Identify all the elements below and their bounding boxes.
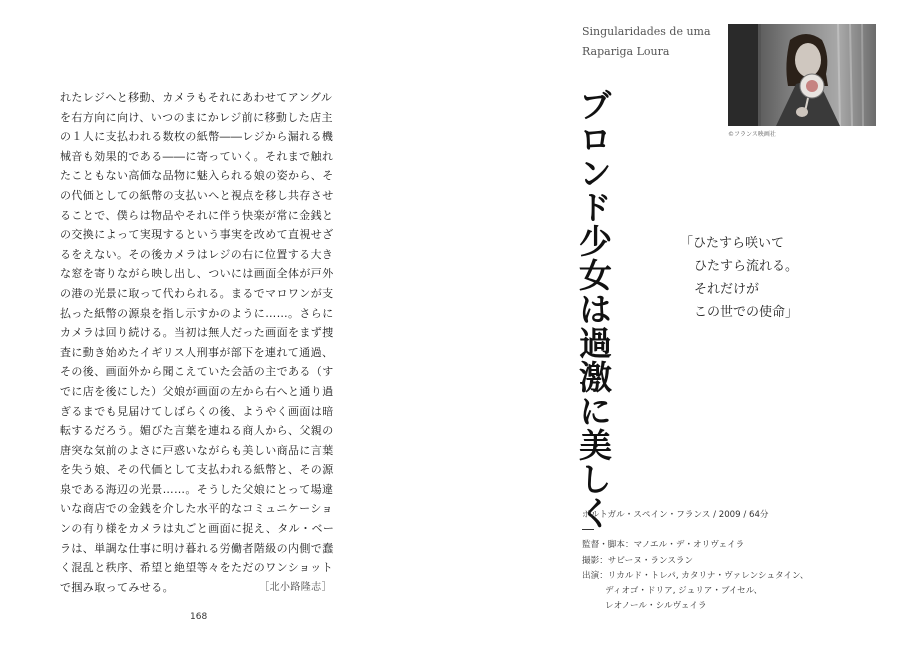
body-line: るをえない。その後カメラはレジの右に位置する大き — [60, 247, 334, 261]
cast-credit-line-2: ディオゴ・ドリア, ジュリア・ブイセル、 — [605, 586, 763, 596]
photo-credit: ©フランス映画社 — [728, 131, 776, 138]
body-line: ることで、僕らは物品やそれに伴う快楽が常に金銭と — [60, 208, 334, 222]
body-line: でに店を後にした）父娘が画面の左から右へと通り過 — [60, 384, 334, 398]
film-still-photo — [728, 24, 876, 126]
article-body — [60, 88, 335, 597]
body-line: その後、画面外から聞こえていた会話の主である（す — [60, 365, 334, 379]
body-line: の港の光景に取って代わられる。まるでマロワンが支 — [60, 286, 334, 300]
vertical-title: ブロンド少女は過激に美しく — [574, 88, 613, 530]
author-credit: ［北小路隆志］ — [259, 581, 332, 593]
body-line: 払った紙幣の源泉を指し示すかのように……。さらに — [60, 306, 334, 320]
body-line: の交換によって実現するという事実を改めて直視せざ — [60, 228, 334, 242]
body-line: の代価としての紙幣の支払いへと視点を移し共存させ — [60, 188, 334, 202]
film-original-title-line-1: Singularidades de uma — [582, 25, 711, 38]
body-last-line-text: で掴み取ってみせる。 — [60, 580, 174, 594]
quote-line-2: ひたすら流れる。 — [694, 259, 799, 274]
body-line: 泉である海辺の光景……。そうした父娘にとって場違 — [60, 482, 334, 496]
body-line: 唐突な気前のよさに戸惑いながらも美しい商品に言葉 — [60, 443, 334, 457]
page-number: 168 — [190, 612, 208, 622]
film-info — [582, 508, 809, 614]
film-still-image — [728, 24, 876, 126]
quote-line-3: それだけが — [694, 282, 760, 297]
production-info: ポルトガル・スペイン・フランス / 2009 / 64分 — [582, 510, 769, 520]
cast-credit-line-3: レオノール・シルヴェイラ — [605, 601, 707, 612]
quote-line-4: この世での使命」 — [694, 305, 799, 320]
body-line: く混乱と秩序、希望と絶望等々をただのワンショット — [60, 561, 334, 575]
film-original-title-line-2: Rapariga Loura — [582, 45, 670, 58]
body-line: を右方向に向け、いつのまにかレジ前に移動した店主 — [60, 110, 333, 124]
body-line: 転するだろう。媚びた言葉を連ねる商人から、父親の — [60, 424, 334, 438]
body-line: ンの有り様をカメラは丸ごと画面に捉え、タル・ベー — [60, 522, 335, 536]
body-line: の１人に支払われる数枚の紙幣――レジから漏れる機 — [60, 130, 334, 144]
cast-credit-line-1: 出演：リカルド・トレパ, カタリナ・ヴァレンシュタイン、 — [582, 570, 809, 581]
body-line: な窓を寄りながら映し出し、ついには画面全体が戸外 — [60, 267, 334, 281]
right-page — [450, 0, 900, 666]
body-line: 械音も効果的である――に寄っていく。それまで触れ — [60, 149, 334, 163]
tagline-quote — [680, 232, 798, 324]
body-last-line — [60, 578, 332, 598]
body-line: ぎるまでも見届けてしばらくの後、ようやく画面は暗 — [60, 404, 334, 418]
body-line: 査に動き始めたイギリス人刑事が部下を連れて通過、 — [60, 345, 334, 359]
director-credit: 監督・脚本：マノエル・デ・オリヴェイラ — [582, 540, 745, 551]
info-divider — [582, 523, 809, 538]
body-line: れたレジへと移動、カメラもそれにあわせてアングル — [60, 91, 333, 104]
body-line: いな商店での金銭を介した水平的なコミュニケーショ — [60, 502, 333, 516]
quote-line-1: 「ひたすら咲いて — [680, 236, 785, 251]
camera-credit: 撮影：サビーヌ・ランスラン — [582, 555, 694, 566]
body-line: たこともない高価な品物に魅入られる娘の姿から、そ — [60, 169, 334, 183]
body-line: ラは、単調な仕事に明け暮れる労働者階級の内側で蠢 — [60, 541, 334, 555]
body-line: を失う娘、その代価として支払われる紙幣と、その源 — [60, 463, 334, 477]
film-original-title — [582, 22, 711, 62]
body-line: カメラは回り続ける。当初は無人だった画面をまず捜 — [60, 326, 334, 340]
